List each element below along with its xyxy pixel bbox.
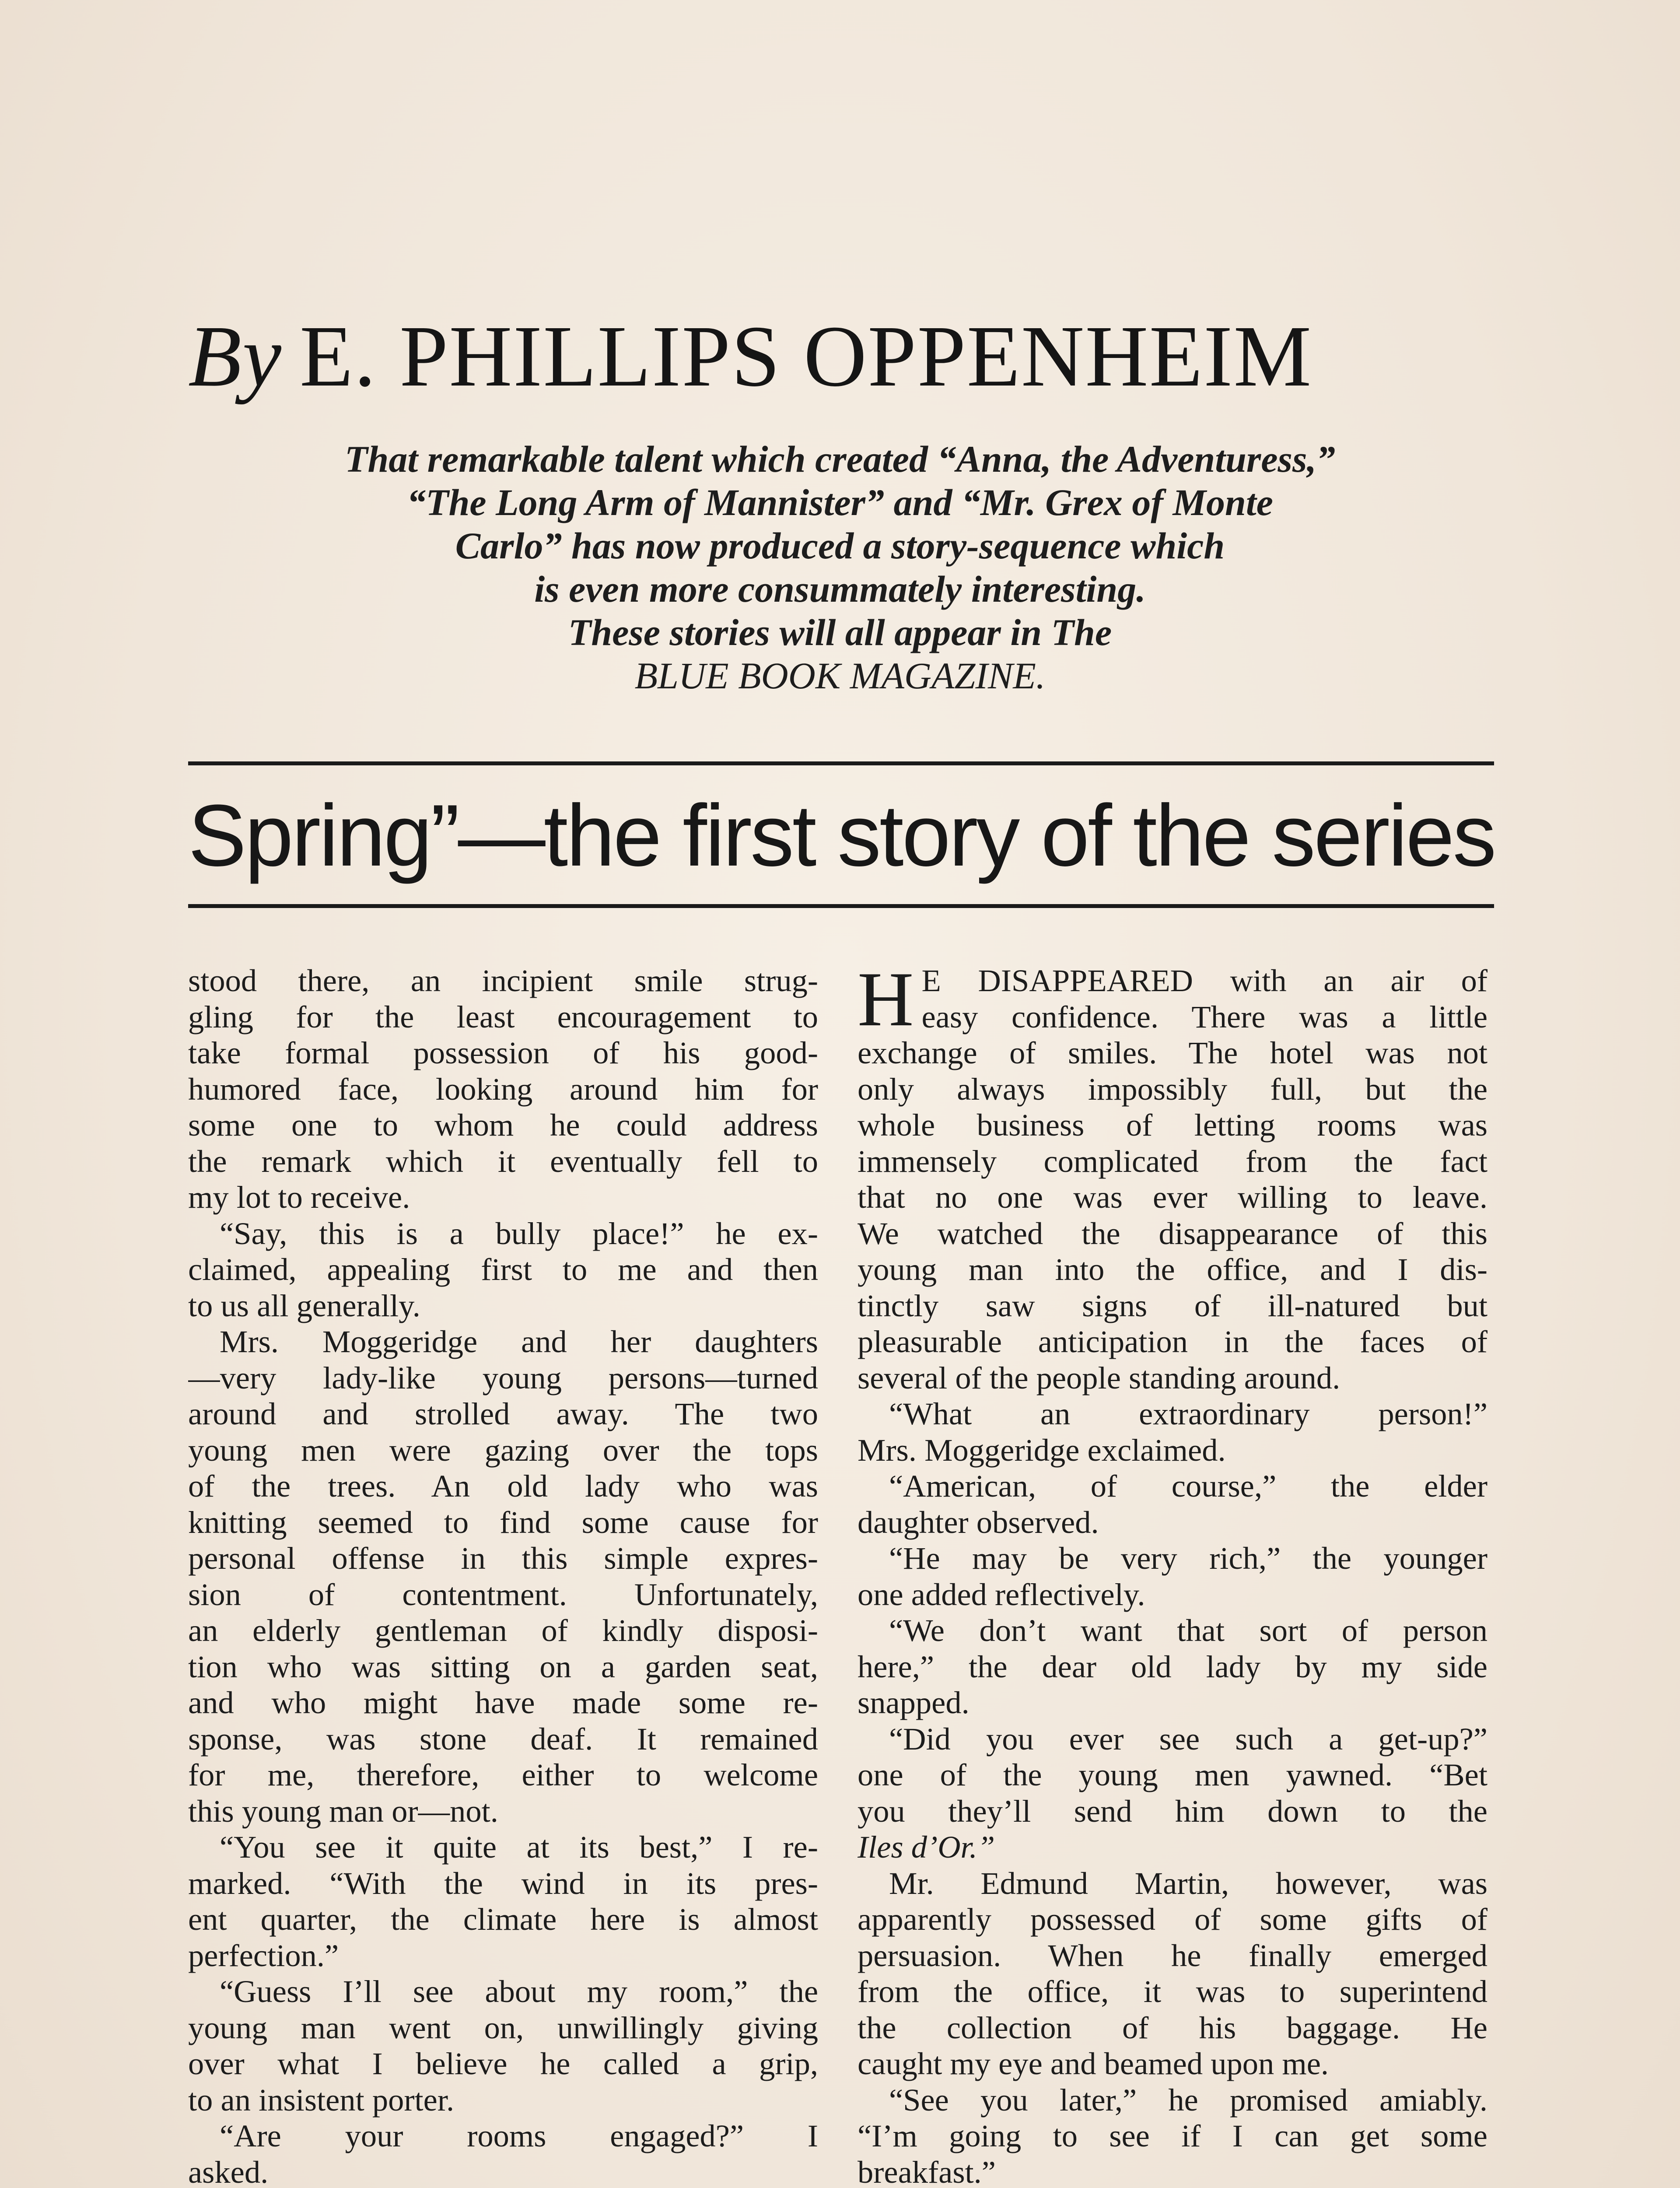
text-line: for me, therefore, either to welcome bbox=[188, 1757, 818, 1792]
text-line: to an insistent porter. bbox=[188, 2082, 455, 2118]
text-line: “You see it quite at its best,” I re- bbox=[220, 1829, 818, 1865]
text-line: “He may be very rich,” the younger bbox=[889, 1540, 1488, 1576]
text-line: “Say, this is a bully place!” he ex- bbox=[220, 1215, 818, 1251]
text-line: sion of contentment. Unfortunately, bbox=[188, 1576, 818, 1612]
intro-line: That remarkable talent which created “Anna, the Adventuress,” bbox=[344, 438, 1335, 480]
text-line: “We don’t want that sort of person bbox=[889, 1613, 1488, 1648]
text-line: —very lady-like young persons—turned bbox=[188, 1360, 818, 1396]
text-line: and who might have made some re- bbox=[188, 1685, 818, 1720]
text-line: tion who was sitting on a garden seat, bbox=[188, 1648, 818, 1684]
text-line: one added reflectively. bbox=[858, 1576, 1145, 1612]
text-line: this young man or—not. bbox=[188, 1793, 498, 1829]
text-line: “Are your rooms engaged?” I bbox=[220, 2118, 818, 2153]
text-line: gling for the least encouragement to bbox=[188, 999, 818, 1034]
text-line: several of the people standing around. bbox=[858, 1360, 1340, 1396]
text-line: tinctly saw signs of ill-natured but bbox=[858, 1287, 1488, 1323]
text-line: exchange of smiles. The hotel was not bbox=[858, 1035, 1488, 1070]
text-line: snapped. bbox=[858, 1685, 970, 1720]
intro-line: is even more consummately interesting. bbox=[534, 568, 1146, 610]
text-line: the remark which it eventually fell to bbox=[188, 1143, 818, 1179]
text-line: “Guess I’ll see about my room,” the bbox=[220, 1974, 818, 2009]
text-line: daughter observed. bbox=[858, 1504, 1099, 1540]
text-line: my lot to receive. bbox=[188, 1179, 410, 1215]
text-line: Mr. Edmund Martin, however, was bbox=[889, 1865, 1488, 1901]
text-line: you they’ll send him down to the bbox=[858, 1793, 1488, 1829]
text-line: easy confidence. There was a little bbox=[921, 999, 1488, 1034]
text-line: immensely complicated from the fact bbox=[858, 1143, 1488, 1179]
text-line: only always impossibly full, but the bbox=[858, 1071, 1488, 1107]
byline-author: E. PHILLIPS OPPENHEIM bbox=[299, 308, 1312, 405]
text-line: ent quarter, the climate here is almost bbox=[188, 1901, 818, 1937]
text-line: one of the young men yawned. “Bet bbox=[858, 1757, 1488, 1792]
text-line: knitting seemed to find some cause for bbox=[188, 1504, 818, 1540]
text-line: “American, of course,” the elder bbox=[889, 1468, 1488, 1504]
right-text-column bbox=[858, 956, 1488, 2188]
text-line: Mrs. Moggeridge exclaimed. bbox=[858, 1432, 1226, 1468]
intro-line-magazine: BLUE BOOK MAGAZINE. bbox=[634, 655, 1046, 697]
text-line: humored face, looking around him for bbox=[188, 1071, 818, 1107]
text-line: “What an extraordinary person!” bbox=[889, 1396, 1488, 1431]
text-line: breakfast.” bbox=[858, 2154, 996, 2188]
text-line: around and strolled away. The two bbox=[188, 1396, 818, 1431]
author-byline bbox=[188, 306, 1501, 407]
text-line: E DISAPPEARED with an air of bbox=[921, 963, 1488, 998]
text-line: “Did you ever see such a get-up?” bbox=[889, 1721, 1488, 1757]
text-line: apparently possessed of some gifts of bbox=[858, 1901, 1488, 1937]
text-line: claimed, appealing first to me and then bbox=[188, 1252, 818, 1287]
text-line: caught my eye and beamed upon me. bbox=[858, 2046, 1329, 2081]
top-rule bbox=[188, 761, 1494, 765]
series-title: Spring”—the first story of the series bbox=[188, 787, 1495, 884]
drop-cap: H bbox=[858, 956, 914, 1042]
text-line: sponse, was stone deaf. It remained bbox=[188, 1721, 818, 1757]
text-line: some one to whom he could address bbox=[188, 1107, 818, 1143]
intro-line: Carlo” has now produced a story-sequence which bbox=[455, 525, 1225, 567]
text-line: that no one was ever willing to leave. bbox=[858, 1179, 1488, 1215]
text-line: an elderly gentleman of kindly disposi- bbox=[188, 1613, 818, 1648]
text-line: young men were gazing over the tops bbox=[188, 1432, 818, 1468]
intro-line: “The Long Arm of Mannister” and “Mr. Grex of Monte bbox=[407, 481, 1273, 523]
text-line: Mrs. Moggeridge and her daughters bbox=[220, 1324, 818, 1359]
bottom-rule bbox=[188, 904, 1494, 908]
intro-line: These stories will all appear in The bbox=[568, 611, 1112, 653]
text-line: young man went on, unwillingly giving bbox=[188, 2009, 818, 2045]
text-line: perfection.” bbox=[188, 1937, 339, 1973]
text-line: personal offense in this simple expres- bbox=[188, 1540, 818, 1576]
intro-blurb bbox=[192, 438, 1488, 698]
text-line: “See you later,” he promised amiably. bbox=[889, 2082, 1488, 2118]
text-line: marked. “With the wind in its pres- bbox=[188, 1865, 818, 1901]
text-line: persuasion. When he finally emerged bbox=[858, 1937, 1488, 1973]
text-line: of the trees. An old lady who was bbox=[188, 1468, 818, 1504]
text-line: young man into the office, and I dis- bbox=[858, 1252, 1488, 1287]
text-line: Iles d’Or.” bbox=[858, 1829, 995, 1865]
text-line: from the office, it was to superintend bbox=[858, 1974, 1488, 2009]
text-line: pleasurable anticipation in the faces of bbox=[858, 1324, 1488, 1359]
text-line: to us all generally. bbox=[188, 1287, 420, 1323]
text-line: asked. bbox=[188, 2154, 269, 2188]
text-line: stood there, an incipient smile strug- bbox=[188, 963, 818, 998]
text-line: here,” the dear old lady by my side bbox=[858, 1648, 1488, 1684]
text-line: whole business of letting rooms was bbox=[858, 1107, 1488, 1143]
text-line: over what I believe he called a grip, bbox=[188, 2046, 818, 2081]
left-text-column bbox=[188, 963, 818, 2188]
text-line: We watched the disappearance of this bbox=[858, 1215, 1488, 1251]
text-line: the collection of his baggage. He bbox=[858, 2009, 1488, 2045]
text-line: take formal possession of his good- bbox=[188, 1035, 818, 1070]
byline-by: By bbox=[188, 308, 282, 405]
text-line: “I’m going to see if I can get some bbox=[858, 2118, 1488, 2153]
